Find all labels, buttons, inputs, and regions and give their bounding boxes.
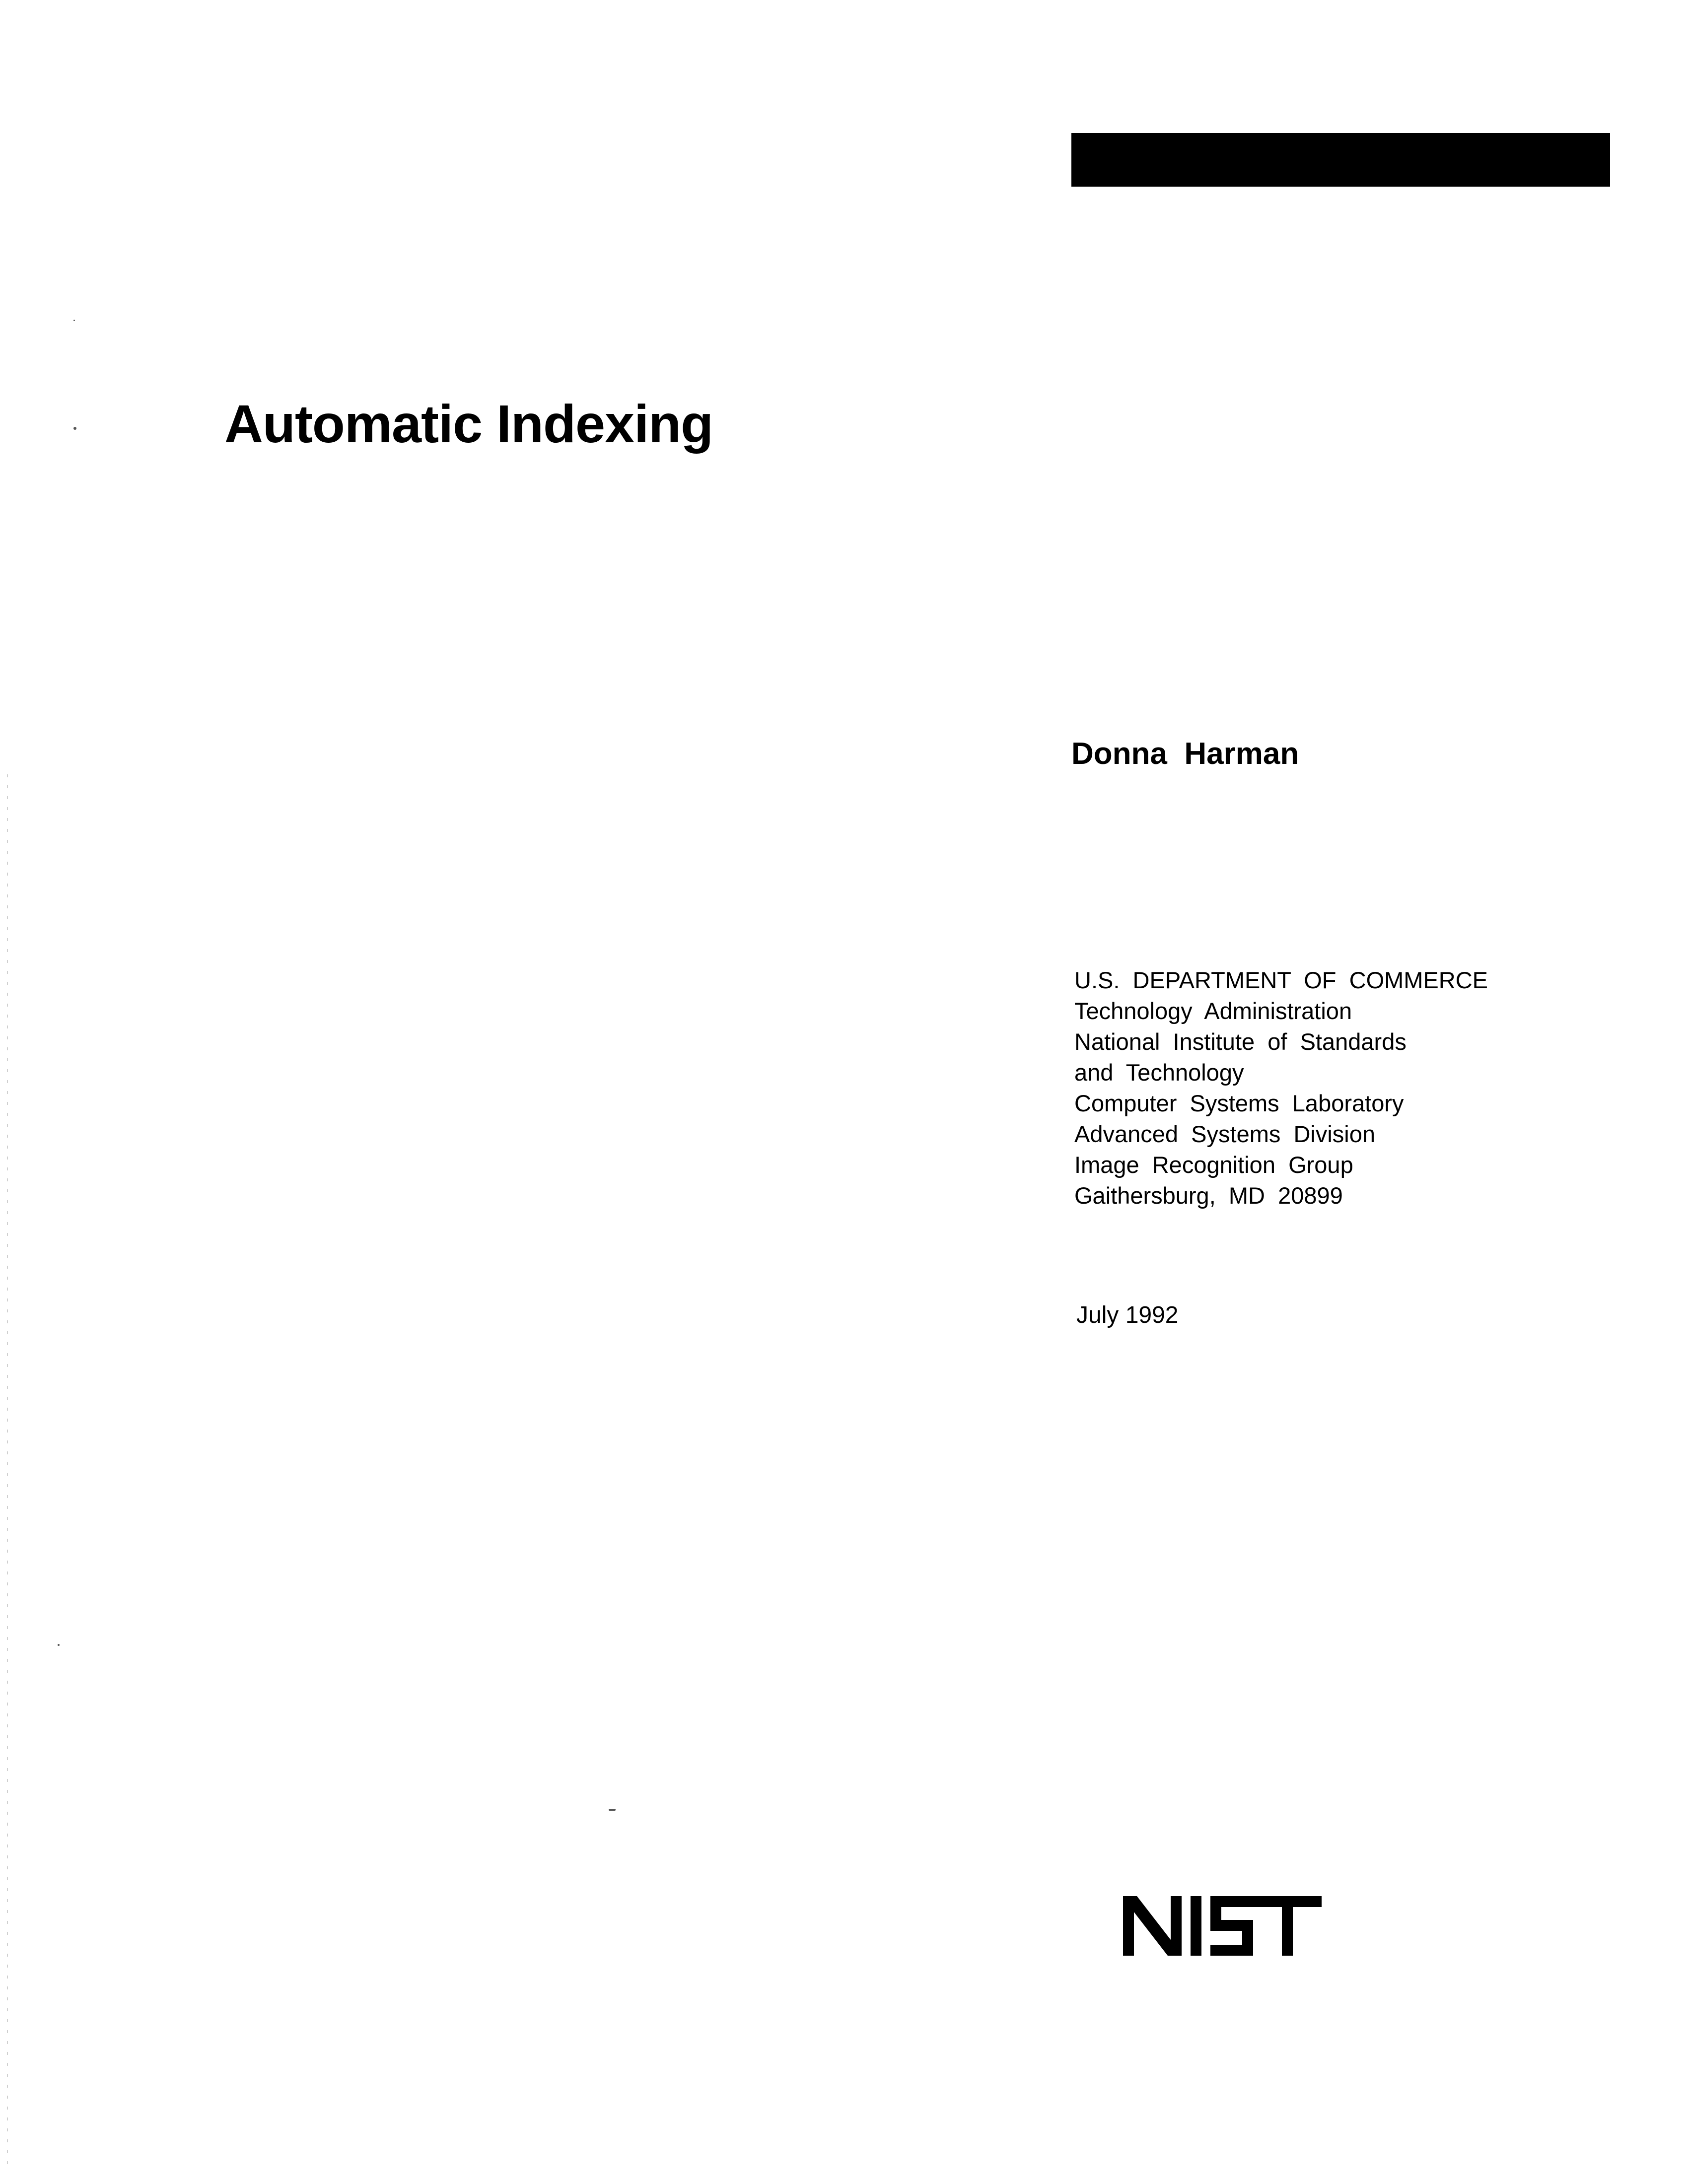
- report-number-banner: [1071, 133, 1610, 232]
- organization-address-block: [1074, 965, 1488, 1211]
- nist-logo-icon: [1123, 1892, 1322, 1956]
- org-line-laboratory: Computer Systems Laboratory: [1074, 1090, 1404, 1116]
- author-name: Donna Harman: [1071, 737, 1299, 771]
- org-line-institute-cont: and Technology: [1074, 1059, 1244, 1086]
- report-number: NISTIR 4873: [1234, 194, 1531, 232]
- publication-date: July 1992: [1076, 1302, 1179, 1328]
- org-line-administration: Technology Administration: [1074, 998, 1352, 1024]
- scan-speck: [609, 1809, 616, 1811]
- org-line-institute: National Institute of Standards: [1074, 1028, 1407, 1055]
- org-line-department: U.S. DEPARTMENT OF COMMERCE: [1074, 967, 1488, 993]
- scan-edge-marks: [7, 774, 8, 2164]
- document-title: Automatic Indexing: [224, 394, 713, 454]
- org-line-division: Advanced Systems Division: [1074, 1121, 1376, 1147]
- org-line-group: Image Recognition Group: [1074, 1152, 1353, 1178]
- scan-speck: [73, 320, 75, 321]
- scan-speck: [73, 427, 76, 430]
- org-line-city: Gaithersburg, MD 20899: [1074, 1182, 1343, 1209]
- scan-speck: [58, 1644, 60, 1646]
